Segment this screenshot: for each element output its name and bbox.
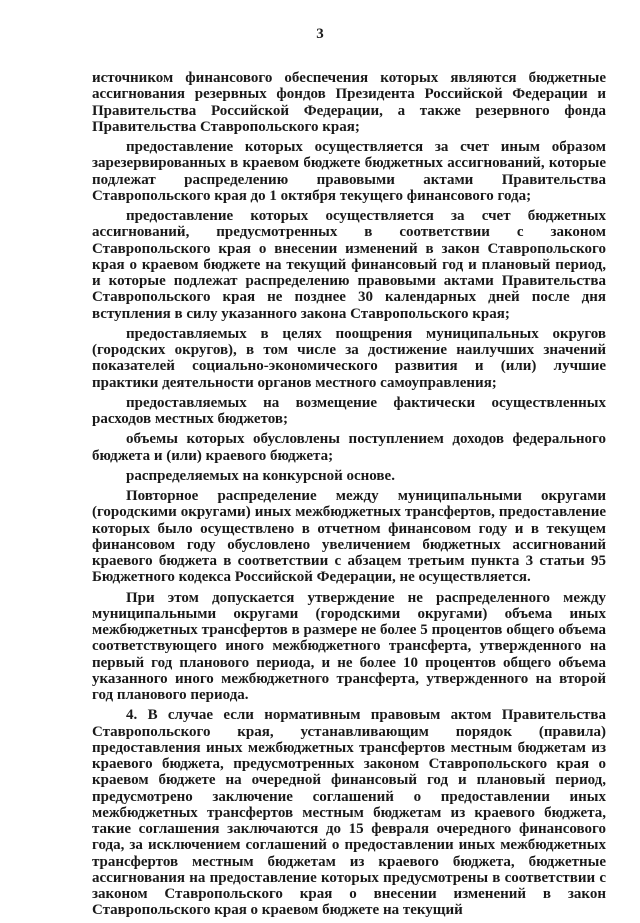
paragraph-3: предоставление которых осуществляется за счет бюджетных ассигнований, предусмотренных в соответствии с законом Ставропольского края о внесении изменений в закон Ставропольского края о краевом бюджете на текущий финансовый год и плановый период, и которые подлежат распределению правовыми актами Правительства Ставропольского края не позднее 30 календарных дней после дня вступления в силу указанного закона Ставропольского края;	[92, 208, 606, 322]
paragraph-5: предоставляемых на возмещение фактически осуществленных расходов местных бюджетов;	[92, 394, 606, 427]
page-number: 3	[316, 26, 324, 42]
document-body	[92, 70, 606, 923]
paragraph-2: предоставление которых осуществляется за счет иным образом зарезервированных в краевом бюджете бюджетных ассигнований, которые подлежат распределению правовыми актами Правительства Ставропольского края до 1 октября текущего финансового года;	[92, 139, 606, 204]
paragraph-10: 4. В случае если нормативным правовым актом Правительства Ставропольского края, устанавливающим порядок (правила) предоставления иных межбюджетных трансфертов местным бюджетам из краевого бюджета, предусмотренных законом Ставропольского края о краевом бюджете на очередной финансовый год и плановый период, предусмотрено заключение соглашений о предоставлении иных межбюджетных трансфертов местным бюджетам из краевого бюджета, такие соглашения заключаются до 15 февраля очередного финансового года, за исключением соглашений о предоставлении иных межбюджетных трансфертов местным бюджетам из краевого бюджета, бюджетные ассигнования на предоставление которых предусмотрены в соответствии с законом Ставропольского края о внесении изменений в закон Ставропольского края о краевом бюджете на текущий	[92, 707, 606, 919]
paragraph-7: распределяемых на конкурсной основе.	[126, 467, 395, 484]
paragraph-9: При этом допускается утверждение не распределенного между муниципальными округами (городскими округами) объема иных межбюджетных трансфертов в размере не более 5 процентов общего объема соответствующего иного межбюджетного трансферта, утвержденного на первый год планового периода, и не более 10 процентов общего объема указанного иного межбюджетного трансферта, утвержденного на второй год планового периода.	[92, 589, 606, 703]
paragraph-6: объемы которых обусловлены поступлением доходов федерального бюджета и (или) краевого бюджета;	[92, 431, 606, 464]
paragraph-1: источником финансового обеспечения которых являются бюджетные ассигнования резервных фондов Президента Российской Федерации и Правительства Российской Федерации, а также резервного фонда Правительства Ставропольского края;	[92, 70, 606, 135]
paragraph-8: Повторное распределение между муниципальными округами (городскими округами) иных межбюджетных трансфертов, предоставление которых было осуществлено в отчетном финансовом году и в текущем финансовом году обусловлено увеличением бюджетных ассигнований краевого бюджета в соответствии с абзацем третьим пункта 3 статьи 95 Бюджетного кодекса Российской Федерации, не осуществляется.	[92, 488, 606, 586]
paragraph-4: предоставляемых в целях поощрения муниципальных округов (городских округов), в том числе за достижение наилучших значений показателей социально-экономического развития и (или) лучшие практики деятельности органов местного самоуправления;	[92, 325, 606, 391]
